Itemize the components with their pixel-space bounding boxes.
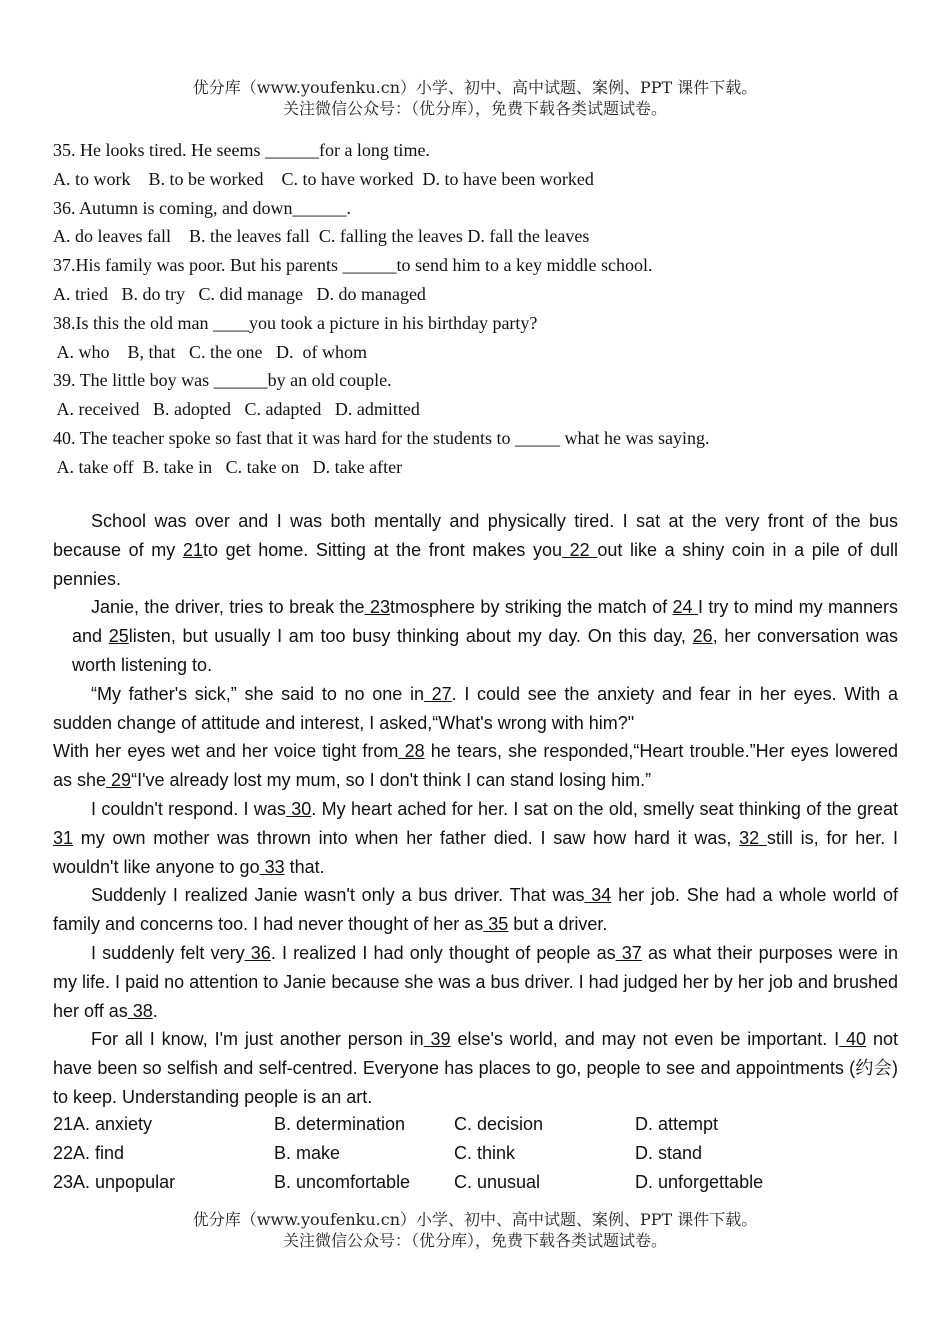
- question-stem: 38.Is this the old man ____you took a picture in his birthday party?: [53, 312, 538, 333]
- header-line-2: 关注微信公众号：（优分库），免费下载各类试题试卷。: [282, 99, 667, 118]
- question-stem: 40. The teacher spoke so fast that it was hard for the students to _____ what he was saying.: [53, 427, 710, 448]
- passage-text: not have been so selfish and self-centred. Everyone has places to go, people to see and appointments (约会) to keep. Understanding people is an art.: [53, 1029, 898, 1107]
- answer-options-table: [53, 1110, 913, 1196]
- passage-text: , her conversation was worth listening to.: [72, 626, 898, 675]
- passage-text: as what their purposes were in my life. I paid no attention to Janie because she was a bus driver. I had judged her by her job and brushed her off as: [53, 942, 898, 1021]
- question-stem: 35. He looks tired. He seems ______for a long time.: [53, 140, 430, 160]
- question-options: A. received B. adopted C. adapted D. admitted: [53, 399, 420, 420]
- multiple-choice-section: [53, 136, 913, 482]
- passage-text: that.: [284, 856, 325, 877]
- blank-28: 28: [398, 741, 425, 762]
- footer-line-1: 优分库（www.youfenku.cn）小学、初中、高中试题、案例、PPT 课件下载。: [192, 1210, 758, 1229]
- option-b: B. make: [274, 1142, 341, 1163]
- passage-text: I suddenly felt very: [91, 942, 245, 963]
- blank-37: 37: [615, 942, 642, 963]
- passage-text: tmosphere by striking the match of: [389, 597, 673, 618]
- option-d: D. unforgettable: [635, 1171, 764, 1192]
- question-options: A. tried B. do try C. did manage D. do managed: [53, 283, 426, 304]
- passage-paragraph-1: [53, 507, 898, 593]
- blank-29: 29: [106, 770, 132, 791]
- option-a: 23A. unpopular: [53, 1171, 176, 1192]
- blank-31: 31: [53, 827, 74, 848]
- answer-options-row: [53, 1139, 913, 1168]
- option-c: C. think: [454, 1142, 516, 1163]
- blank-40: 40: [839, 1029, 867, 1050]
- question-stem: 36. Autumn is coming, and down______.: [53, 197, 351, 218]
- option-a: 22A. find: [53, 1142, 125, 1163]
- answer-options-row: [53, 1168, 913, 1197]
- blank-22: 22: [562, 539, 598, 560]
- option-d: D. stand: [635, 1142, 703, 1163]
- blank-21: 21: [182, 539, 203, 560]
- blank-27: 27: [423, 683, 452, 704]
- passage-text: I try to mind my manners and: [72, 597, 899, 647]
- blank-34: 34: [584, 885, 612, 906]
- option-c: C. decision: [454, 1114, 544, 1134]
- passage-paragraph-5: [53, 795, 898, 881]
- option-b: B. uncomfortable: [274, 1171, 411, 1192]
- blank-26: 26: [692, 626, 713, 647]
- passage-paragraph-3: [53, 680, 898, 738]
- passage-text: . My heart ached for her. I sat on the old, smelly seat thinking of the great: [311, 798, 899, 819]
- passage-text: School was over and I was both mentally and physically tired. I sat at the very front of the bus because of my: [53, 511, 898, 560]
- passage-text: Janie, the driver, tries to break the: [91, 597, 365, 618]
- passage-text: to get home. Sitting at the front makes you: [202, 539, 563, 560]
- passage-text: my own mother was thrown into when her father died. I saw how hard it was,: [73, 827, 740, 848]
- option-c: C. unusual: [454, 1171, 541, 1192]
- blank-36: 36: [244, 942, 271, 963]
- blank-30: 30: [285, 798, 312, 819]
- blank-35: 35: [483, 914, 509, 935]
- passage-text: but a driver.: [508, 914, 608, 935]
- passage-text: her job. She had a whole world of family and concerns too. I had never thought of her as: [53, 885, 898, 935]
- passage-text: . I realized I had only thought of people as: [270, 942, 616, 963]
- blank-23: 23: [364, 597, 390, 618]
- header-line-1: 优分库（www.youfenku.cn）小学、初中、高中试题、案例、PPT 课件下载。: [192, 78, 758, 97]
- passage-text: still is, for her. I wouldn't like anyone to go: [53, 827, 898, 877]
- option-b: B. determination: [274, 1114, 406, 1134]
- question-options: A. take off B. take in C. take on D. take after: [53, 456, 403, 477]
- passage-text: I couldn't respond. I was: [91, 798, 286, 819]
- blank-38: 38: [127, 1000, 153, 1021]
- blank-33: 33: [259, 856, 285, 877]
- passage-text: else's world, and may not even be important. I: [450, 1029, 840, 1050]
- question-stem: 37.His family was poor. But his parents ______to send him to a key middle school.: [53, 255, 653, 276]
- cloze-passage: [53, 507, 898, 1112]
- passage-paragraph-2: [53, 593, 898, 679]
- page-header: [0, 77, 950, 119]
- blank-24: 24: [672, 597, 698, 618]
- passage-text: “I've already lost my mum, so I don't think I can stand losing him.”: [131, 770, 652, 791]
- question-options: A. who B, that C. the one D. of whom: [53, 341, 367, 362]
- passage-text: “My father's sick,” she said to no one in: [91, 683, 424, 704]
- passage-paragraph-4: [53, 737, 898, 795]
- question-options: A. do leaves fall B. the leaves fall C. falling the leaves D. fall the leaves: [53, 226, 590, 247]
- blank-39: 39: [423, 1029, 451, 1050]
- passage-text: listen, but usually I am too busy thinking about my day. On this day,: [128, 626, 693, 647]
- passage-paragraph-7: [53, 939, 898, 1025]
- passage-text: out like a shiny coin in a pile of dull pennies.: [53, 539, 899, 589]
- blank-25: 25: [108, 626, 129, 647]
- blank-32: 32: [739, 827, 767, 848]
- question-options: A. to work B. to be worked C. to have worked D. to have been worked: [53, 168, 594, 189]
- answer-options-row: [53, 1110, 913, 1139]
- passage-text: For all I know, I'm just another person in: [91, 1029, 424, 1050]
- passage-text: With her eyes wet and her voice tight from: [53, 741, 399, 762]
- option-d: D. attempt: [635, 1114, 719, 1134]
- page-footer: [0, 1209, 950, 1251]
- passage-paragraph-8: [53, 1025, 898, 1111]
- question-stem: 39. The little boy was ______by an old couple.: [53, 370, 392, 391]
- passage-text: .: [152, 1000, 158, 1021]
- footer-line-2: 关注微信公众号：（优分库），免费下载各类试题试卷。: [282, 1231, 667, 1250]
- passage-text: . I could see the anxiety and fear in her eyes. With a sudden change of attitude and interest, I asked,“What's wrong with him?": [53, 683, 898, 733]
- option-a: 21A. anxiety: [53, 1114, 153, 1134]
- passage-paragraph-6: [53, 881, 898, 939]
- passage-text: Suddenly I realized Janie wasn't only a bus driver. That was: [91, 885, 585, 906]
- passage-text: he tears, she responded,“Heart trouble.”Her eyes lowered as she: [53, 741, 898, 791]
